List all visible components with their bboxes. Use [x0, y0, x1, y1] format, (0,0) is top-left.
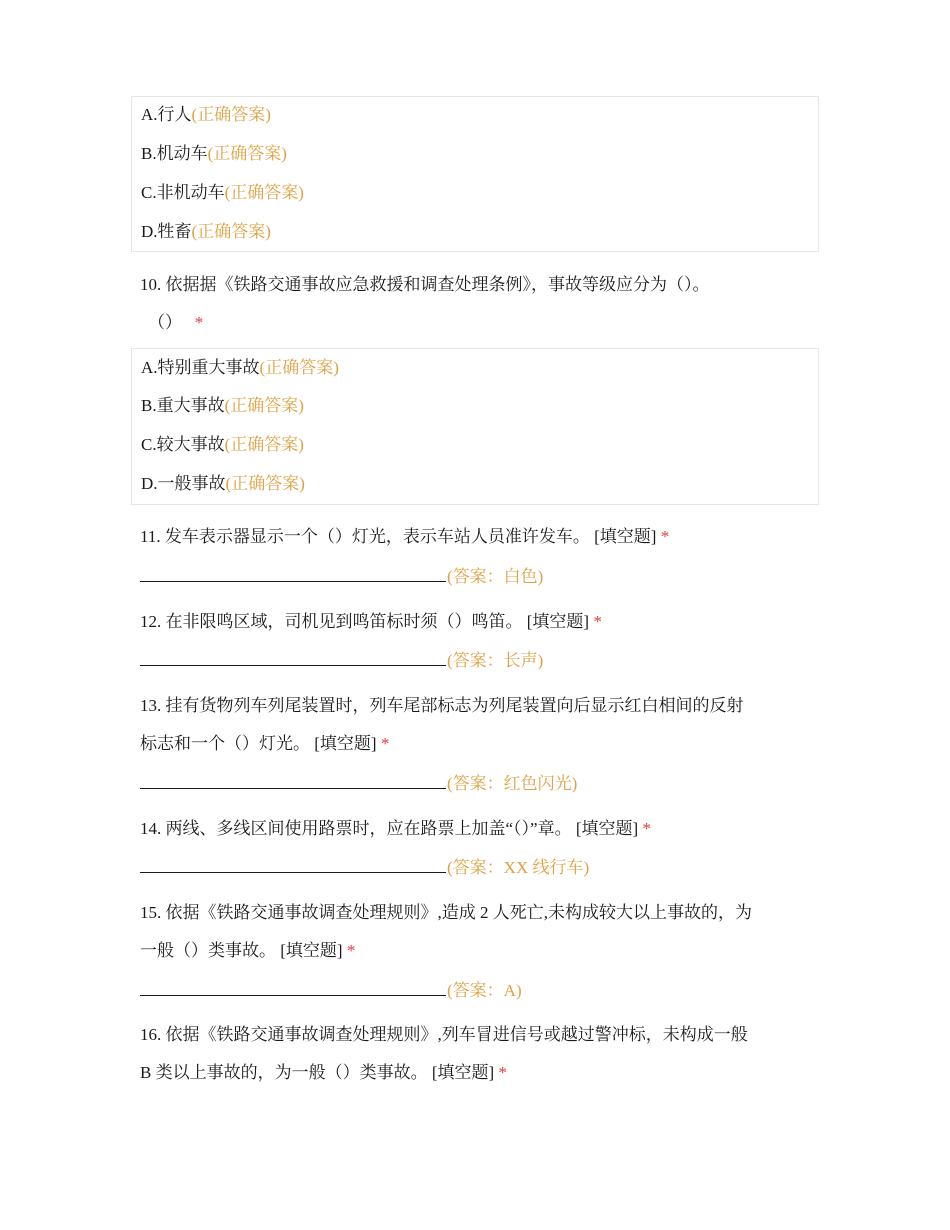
- q13-blank-input[interactable]: [140, 770, 446, 789]
- option-label: C.非机动车: [141, 183, 225, 202]
- q14-blank-input[interactable]: [140, 854, 446, 873]
- q12-title: [140, 610, 602, 634]
- q15-title: 15. 依据《铁路交通事故调查处理规则》,造成 2 人死亡,未构成较大以上事故的，为: [140, 903, 752, 922]
- option-label: A.特别重大事故: [141, 358, 260, 377]
- answer-tag: (答案：A): [447, 981, 522, 1000]
- required-star: *: [346, 941, 356, 960]
- q9-option-b[interactable]: [141, 142, 287, 166]
- q9-option-a[interactable]: [141, 103, 271, 127]
- required-star: *: [380, 734, 390, 753]
- q10-option-a[interactable]: [141, 356, 339, 380]
- q11-title: [140, 525, 669, 549]
- required-star: *: [593, 612, 602, 631]
- q14-blank-row: [140, 854, 589, 878]
- q10-paren: （）: [148, 313, 182, 332]
- q16-text-line2: B 类以上事故的，为一般（）类事故。 [填空题]: [140, 1063, 495, 1082]
- option-label: C.较大事故: [141, 435, 225, 454]
- required-star: *: [660, 527, 670, 546]
- q9-option-c[interactable]: [141, 181, 304, 205]
- correct-answer-tag: (正确答案): [224, 435, 304, 454]
- correct-answer-tag: (正确答案): [224, 183, 304, 202]
- correct-answer-tag: (正确答案): [259, 358, 339, 377]
- q10-option-c[interactable]: [141, 433, 304, 457]
- q10-title: 10. 依据据《铁路交通事故应急救援和调查处理条例》，事故等级应分为（）。: [140, 275, 710, 294]
- q13-title-line2: [140, 732, 389, 756]
- correct-answer-tag: (正确答案): [225, 474, 305, 493]
- q16-title-line2: [140, 1061, 507, 1085]
- q13-blank-row: [140, 770, 577, 794]
- q9-option-d[interactable]: [141, 220, 271, 244]
- correct-answer-tag: (正确答案): [191, 105, 271, 124]
- required-star: *: [498, 1063, 507, 1082]
- correct-answer-tag: (正确答案): [191, 222, 271, 241]
- q13-text-line2: 标志和一个（）灯光。 [填空题]: [140, 734, 377, 753]
- option-label: D.牲畜: [141, 222, 192, 241]
- answer-tag: (答案：长声): [447, 651, 544, 670]
- q15-text-line2: 一般（）类事故。 [填空题]: [140, 941, 343, 960]
- q10-option-b[interactable]: [141, 394, 304, 418]
- answer-tag: (答案：白色): [447, 567, 544, 586]
- q10-title-line2: [148, 311, 203, 335]
- q11-blank-row: [140, 563, 543, 587]
- required-star: *: [642, 819, 651, 838]
- q11-text: 11. 发车表示器显示一个（）灯光，表示车站人员准许发车。 [填空题]: [140, 527, 657, 546]
- correct-answer-tag: (正确答案): [224, 396, 304, 415]
- q14-text: 14. 两线、多线区间使用路票时，应在路票上加盖“（）”章。 [填空题]: [140, 819, 639, 838]
- q15-blank-row: [140, 977, 522, 1001]
- q11-blank-input[interactable]: [140, 563, 446, 582]
- correct-answer-tag: (正确答案): [207, 144, 287, 163]
- q12-blank-row: [140, 647, 543, 671]
- option-label: B.机动车: [141, 144, 208, 163]
- q12-blank-input[interactable]: [140, 647, 446, 666]
- q15-title-line2: [140, 939, 355, 963]
- option-label: D.一般事故: [141, 474, 226, 493]
- q12-text: 12. 在非限鸣区域，司机见到鸣笛标时须（）鸣笛。 [填空题]: [140, 612, 590, 631]
- q14-title: [140, 817, 651, 841]
- q10-option-d[interactable]: [141, 472, 305, 496]
- answer-tag: (答案：红色闪光): [447, 774, 578, 793]
- q15-blank-input[interactable]: [140, 977, 446, 996]
- answer-tag: (答案：XX 线行车): [447, 858, 590, 877]
- option-label: B.重大事故: [141, 396, 225, 415]
- option-label: A.行人: [141, 105, 192, 124]
- q16-title: 16. 依据《铁路交通事故调查处理规则》,列车冒进信号或越过警冲标，未构成一般: [140, 1025, 748, 1044]
- q10-options-box: [131, 348, 819, 505]
- q9-options-box: [131, 96, 819, 252]
- q13-title: 13. 挂有货物列车列尾装置时，列车尾部标志为列尾装置向后显示红白相间的反射: [140, 696, 744, 715]
- required-star: *: [194, 313, 204, 332]
